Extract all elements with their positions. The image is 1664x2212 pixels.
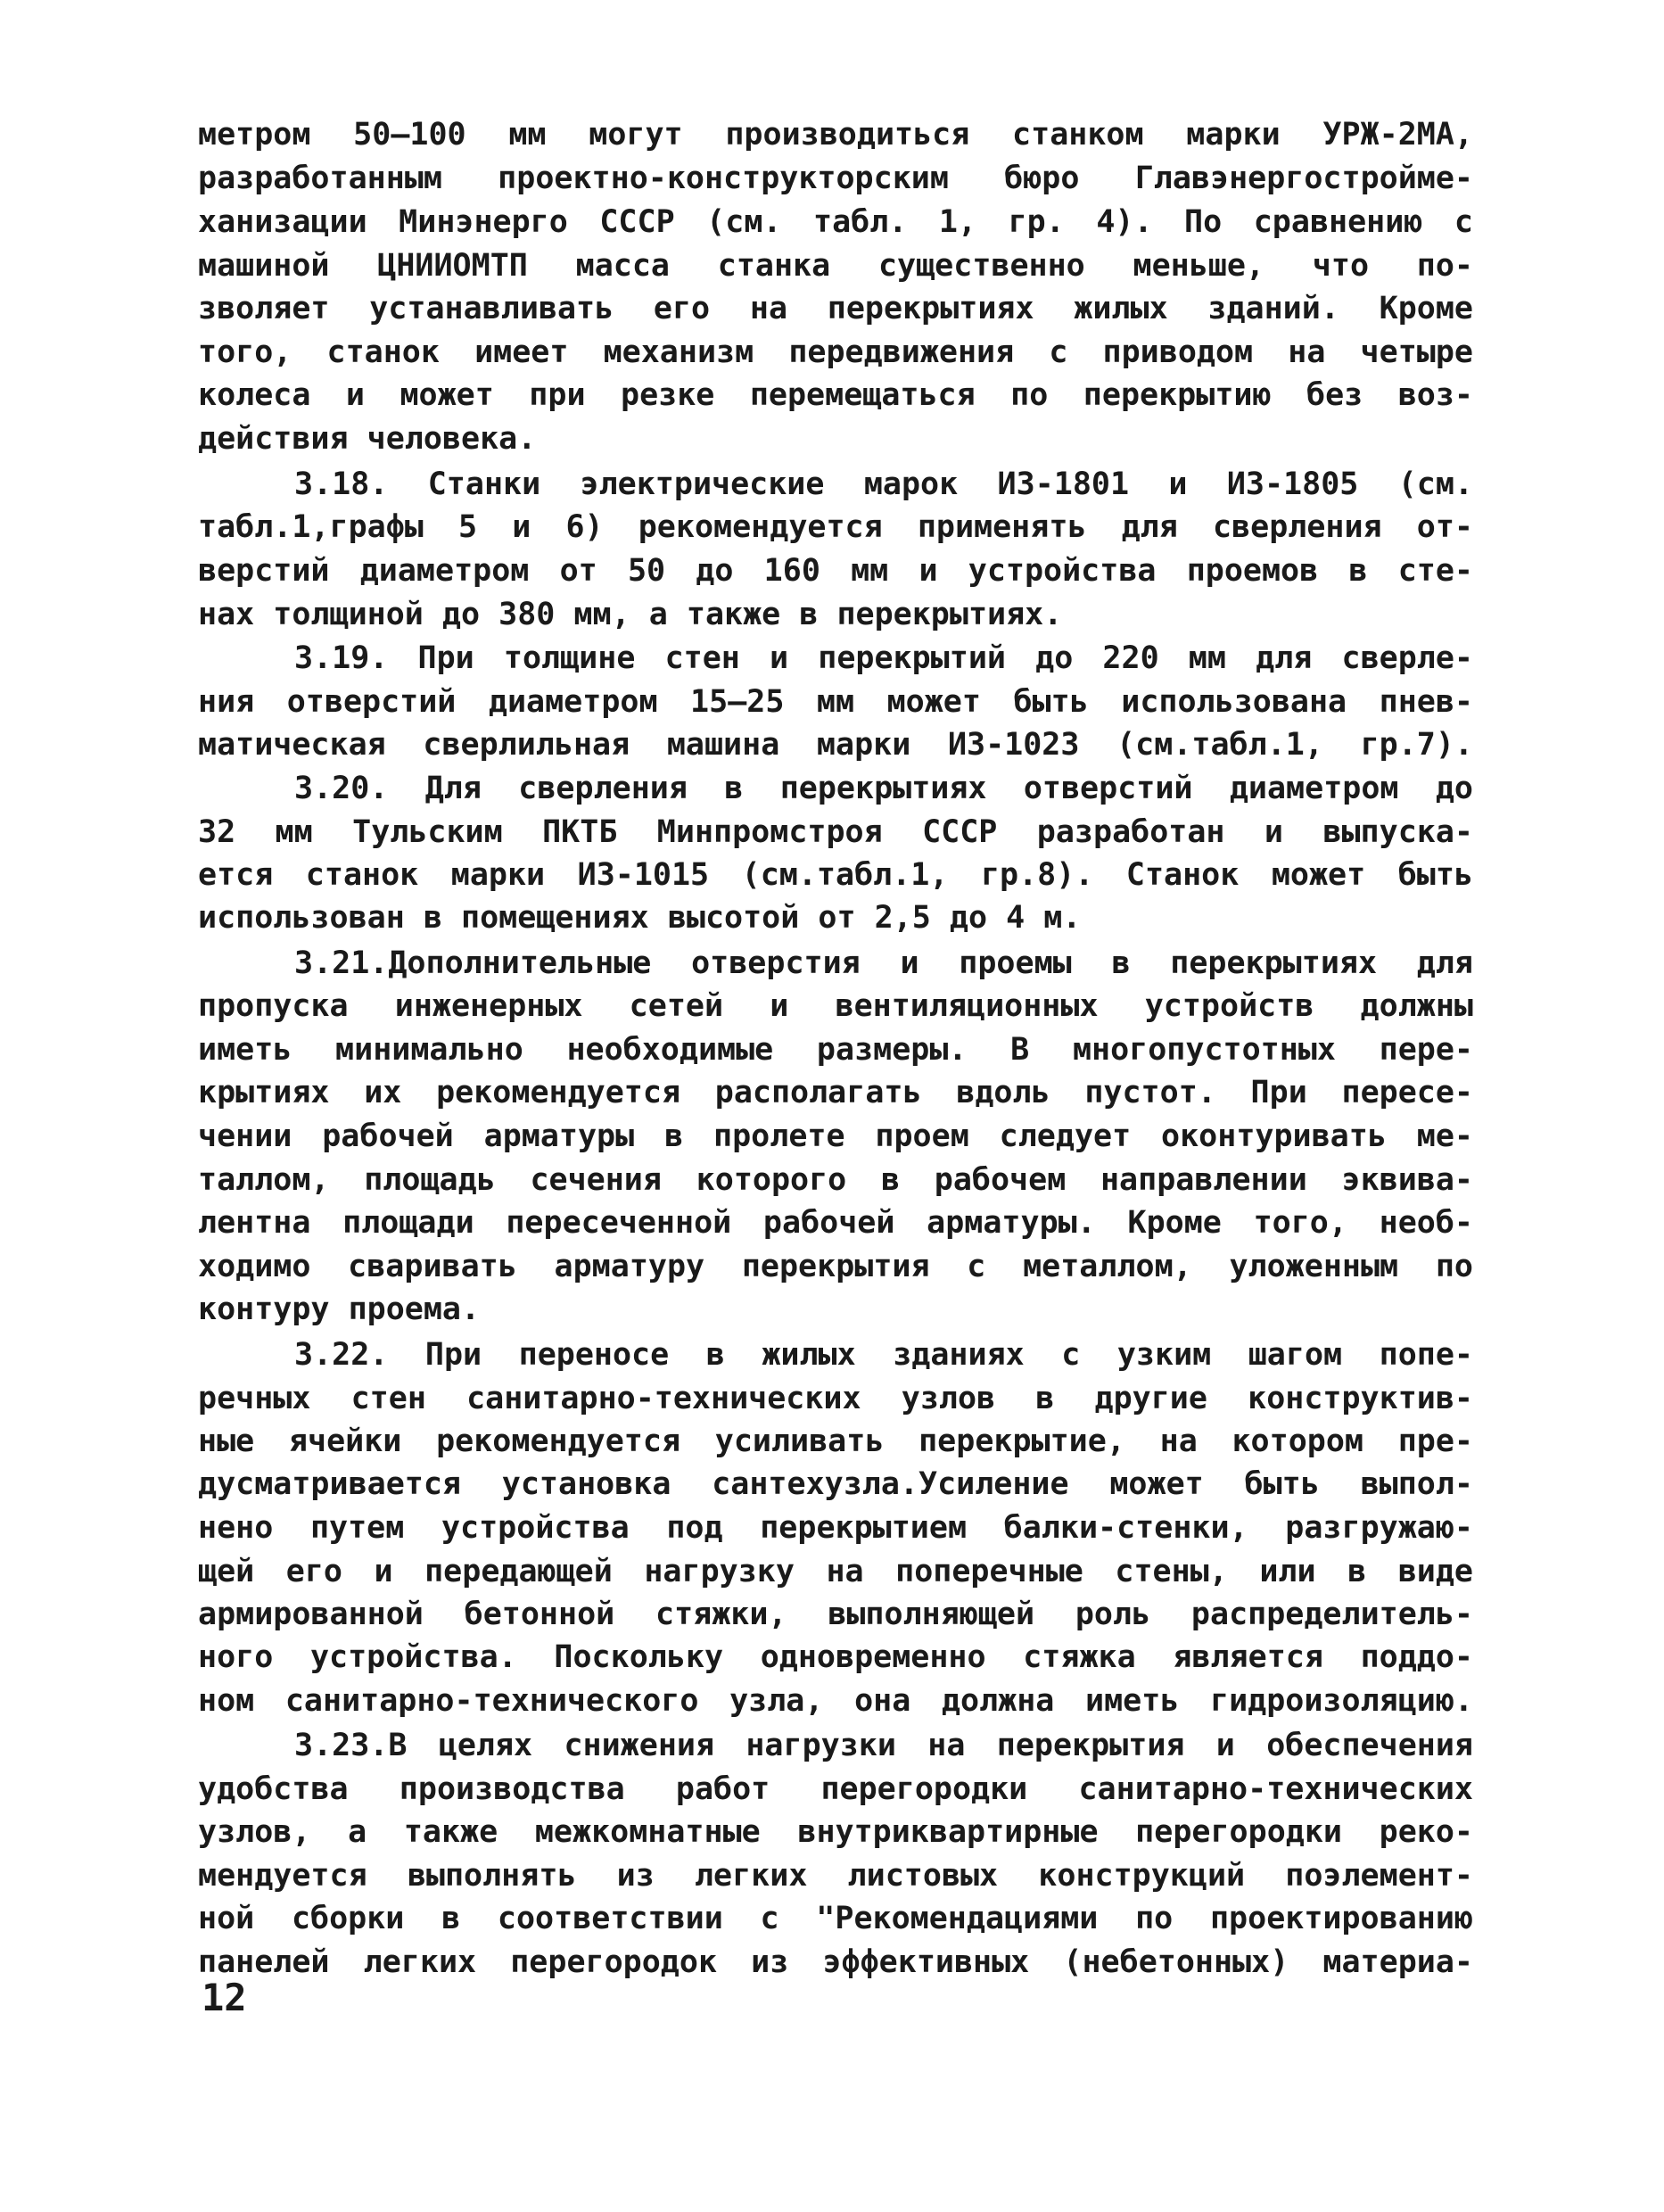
paragraph-3-18-start: 3.18. Станки электрические марок ИЗ-1801 и ИЗ-1805 (см.: [294, 466, 1473, 502]
text-line: верстий диаметром от 50 до 160 мм и устройства проемов в сте-: [198, 553, 1473, 589]
text-line: чении рабочей арматуры в пролете проем следует оконтуривать ме-: [198, 1118, 1473, 1154]
paragraph-3-22-start: 3.22. При переносе в жилых зданиях с узким шагом попе-: [294, 1337, 1473, 1373]
paragraph-3-19-start: 3.19. При толщине стен и перекрытий до 220 мм для сверле-: [294, 640, 1473, 676]
text-line: машиной ЦНИИОМТП масса станка существенно меньше, что по-: [198, 248, 1473, 284]
text-line: ходимо сваривать арматуру перекрытия с металлом, уложенным по: [198, 1249, 1473, 1284]
paragraph-3-23-start: 3.23.В целях снижения нагрузки на перекрытия и обеспечения: [294, 1728, 1473, 1763]
text-line: мендуется выполнять из легких листовых конструкций поэлемент-: [198, 1858, 1473, 1894]
text-line: удобства производства работ перегородки санитарно-технических: [198, 1771, 1473, 1807]
text-line: речных стен санитарно-технических узлов в другие конструктив-: [198, 1381, 1473, 1416]
text-line: иметь минимально необходимые размеры. В многопустотных пере-: [198, 1032, 1473, 1068]
text-line: нено путем устройства под перекрытием балки-стенки, разгружаю-: [198, 1510, 1473, 1546]
paragraph-3-21-start: 3.21.Дополнительные отверстия и проемы в перекрытиях для: [294, 945, 1473, 981]
text-line: ется станок марки ИЗ-1015 (см.табл.1, гр.8). Станок может быть: [198, 857, 1473, 893]
text-line: действия человека.: [198, 421, 537, 457]
text-line: ной сборки в соответствии с "Рекомендациями по проектированию: [198, 1901, 1473, 1936]
page-number: 12: [202, 1976, 247, 2019]
text-line: разработанным проектно-конструкторским бюро Главэнергостройме-: [198, 161, 1473, 196]
text-line: 32 мм Тульским ПКТБ Минпромстроя СССР разработан и выпуска-: [198, 814, 1473, 850]
text-line: ханизации Минэнерго СССР (см. табл. 1, гр. 4). По сравнению с: [198, 204, 1473, 240]
text-line: узлов, а также межкомнатные внутриквартирные перегородки реко-: [198, 1814, 1473, 1850]
text-line: нах толщиной до 380 мм, а также в перекрытиях.: [198, 597, 1063, 632]
text-line: дусматривается установка сантехузла.Усиление может быть выпол-: [198, 1466, 1473, 1502]
text-line: армированной бетонной стяжки, выполняющей роль распределитель-: [198, 1597, 1473, 1632]
text-line: ного устройства. Поскольку одновременно стяжка является поддо-: [198, 1639, 1473, 1675]
text-line: панелей легких перегородок из эффективных (небетонных) материа-: [198, 1944, 1473, 1980]
text-line: использован в помещениях высотой от 2,5 до 4 м.: [198, 900, 1082, 936]
text-line: пропуска инженерных сетей и вентиляционных устройств должны: [198, 988, 1473, 1024]
text-line: таллом, площадь сечения которого в рабочем направлении эквива-: [198, 1162, 1473, 1198]
text-line: того, станок имеет механизм передвижения с приводом на четыре: [198, 334, 1473, 370]
text-line: колеса и может при резке перемещаться по перекрытию без воз-: [198, 377, 1473, 413]
text-line: контуру проема.: [198, 1292, 481, 1327]
text-line: табл.1,графы 5 и 6) рекомендуется применять для сверления от-: [198, 509, 1473, 545]
paragraph-3-20-start: 3.20. Для сверления в перекрытиях отверстий диаметром до: [294, 771, 1473, 806]
text-line: метром 50–100 мм могут производиться станком марки УРЖ-2МА,: [198, 117, 1473, 153]
text-line: ные ячейки рекомендуется усиливать перекрытие, на котором пре-: [198, 1424, 1473, 1459]
text-line: крытиях их рекомендуется располагать вдоль пустот. При пересе-: [198, 1075, 1473, 1110]
text-line: щей его и передающей нагрузку на поперечные стены, или в виде: [198, 1554, 1473, 1589]
text-line: ния отверстий диаметром 15–25 мм может быть использована пнев-: [198, 684, 1473, 720]
text-line: лентна площади пересеченной рабочей арматуры. Кроме того, необ-: [198, 1205, 1473, 1241]
text-line: матическая сверлильная машина марки ИЗ-1023 (см.табл.1, гр.7).: [198, 727, 1473, 763]
text-line: зволяет устанавливать его на перекрытиях жилых зданий. Кроме: [198, 291, 1473, 326]
text-line: ном санитарно-технического узла, она должна иметь гидроизоляцию.: [198, 1683, 1473, 1719]
